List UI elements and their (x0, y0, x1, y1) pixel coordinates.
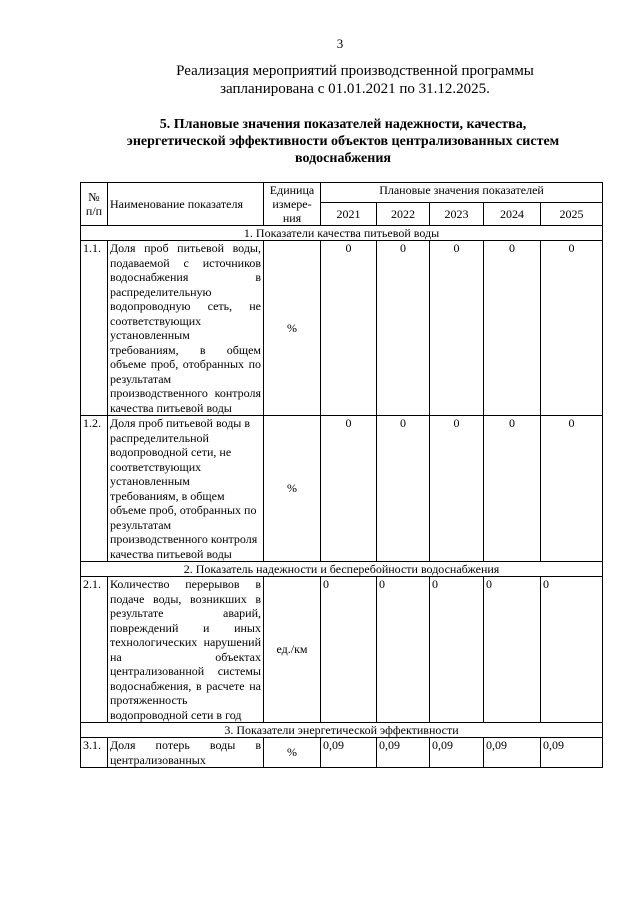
row-value: 0 (321, 577, 377, 723)
header-year: 2023 (430, 203, 484, 226)
row-name: Доля проб питьевой воды, подаваемой с источников водоснабжения в распределительную водопроводную сеть, не соответствующих установленным требованиям, в общем объеме проб, отобранных по результатам производственного контроля качества питьевой воды (108, 241, 264, 416)
row-value: 0 (377, 241, 430, 416)
section-title-cell: 2. Показатель надежности и бесперебойности водоснабжения (81, 562, 603, 577)
row-unit: ед./км (264, 577, 321, 723)
row-unit: % (264, 416, 321, 562)
table-row (81, 738, 603, 768)
page-number: 3 (336, 36, 344, 51)
section-row (81, 562, 603, 577)
section-title: 5. Плановые значения показателей надежности, качества, энергетической эффективности объектов централизованных систем водоснабжения (126, 117, 560, 166)
header-year: 2022 (377, 203, 430, 226)
table-row (81, 577, 603, 723)
section-row (81, 226, 603, 241)
row-name: Доля проб питьевой воды в распределительной водопроводной сети, не соответствующих установленным требованиям, в общем объеме проб, отобранных по результатам производственного контроля качества питьевой воды (108, 416, 264, 562)
row-value: 0 (541, 416, 603, 562)
table-header-row (81, 183, 603, 203)
row-unit: % (264, 738, 321, 768)
row-value: 0,09 (430, 738, 484, 768)
header-year: 2025 (541, 203, 603, 226)
header-plan: Плановые значения показателей (321, 183, 603, 203)
row-value: 0,09 (541, 738, 603, 768)
header-year: 2021 (321, 203, 377, 226)
row-value: 0 (484, 241, 541, 416)
row-name: Доля потерь воды в централизованных (108, 738, 264, 768)
row-name: Количество перерывов в подаче воды, возникших в результате аварий, повреждений и иных технологических нарушений на объектах централизованной системы водоснабжения, в расчете на протяженность водопроводной сети в год (108, 577, 264, 723)
row-value: 0 (321, 416, 377, 562)
table-row (81, 416, 603, 562)
row-num: 1.1. (81, 241, 108, 416)
row-value: 0 (430, 241, 484, 416)
section-row (81, 723, 603, 738)
row-value: 0 (430, 416, 484, 562)
row-value: 0 (541, 577, 603, 723)
row-value: 0 (484, 416, 541, 562)
row-unit: % (264, 241, 321, 416)
header-year: 2024 (484, 203, 541, 226)
row-value: 0 (484, 577, 541, 723)
row-value: 0,09 (484, 738, 541, 768)
section-title-cell: 3. Показатели энергетической эффективности (81, 723, 603, 738)
row-value: 0 (377, 577, 430, 723)
row-num: 3.1. (81, 738, 108, 768)
row-value: 0,09 (377, 738, 430, 768)
section-title-cell: 1. Показатели качества питьевой воды (81, 226, 603, 241)
header-unit: Единица измере-ния (264, 183, 321, 226)
row-value: 0 (430, 577, 484, 723)
row-value: 0 (377, 416, 430, 562)
row-num: 1.2. (81, 416, 108, 562)
indicators-table (80, 182, 603, 768)
intro-text: Реализация мероприятий производственной программы запланирована с 01.01.2021 по 31.12.2025. (176, 63, 534, 97)
row-num: 2.1. (81, 577, 108, 723)
header-num: № п/п (81, 183, 108, 226)
row-value: 0 (321, 241, 377, 416)
header-name: Наименование показателя (108, 183, 264, 226)
table-row (81, 241, 603, 416)
row-value: 0,09 (321, 738, 377, 768)
row-value: 0 (541, 241, 603, 416)
